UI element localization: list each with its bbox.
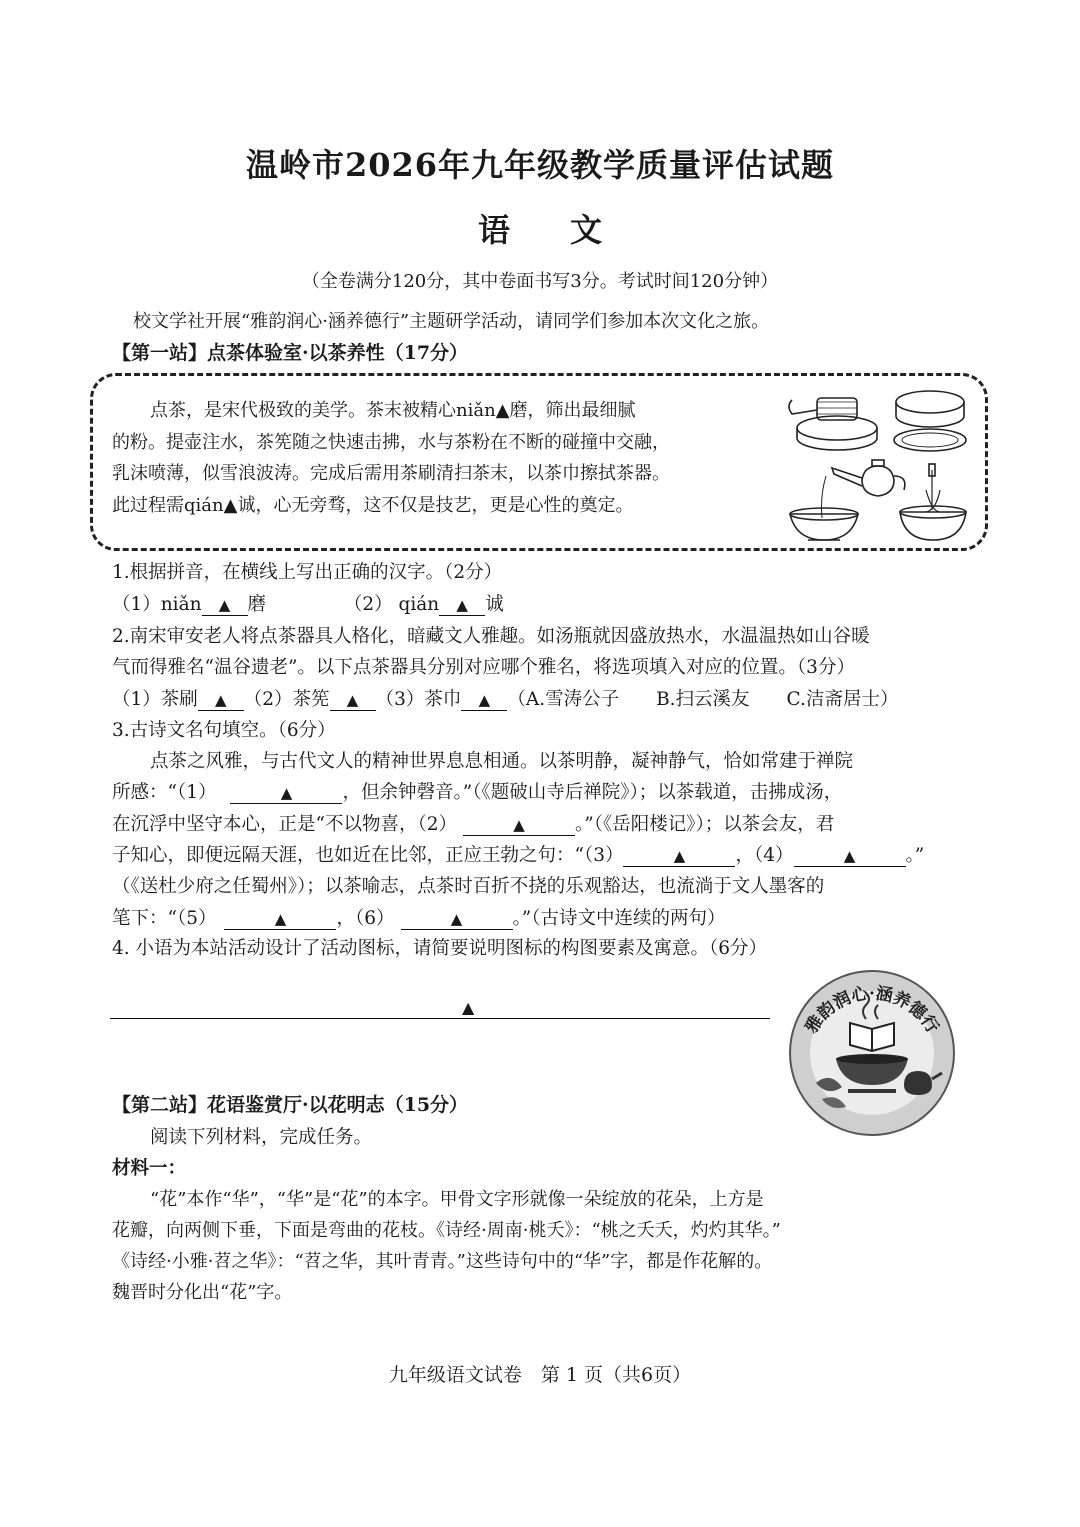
q3-text: 3.古诗文名句填空。（6分）: [112, 720, 336, 741]
station2-instruction: 阅读下列材料，完成任务。: [150, 1127, 373, 1148]
q1-blank-1[interactable]: [202, 594, 248, 616]
triangle-icon: ▲: [450, 910, 463, 928]
q2-options: [112, 685, 898, 711]
q3-l6a: 笔下：“（5）: [112, 908, 217, 929]
q3-blank-3[interactable]: [623, 845, 735, 867]
page-footer: 九年级语文试卷 第 1 页（共6页）: [388, 1364, 692, 1386]
q3-l6c: 。”（古诗文中连续的两句）: [512, 908, 726, 929]
q2-blank-3[interactable]: [461, 689, 507, 711]
q3-l4a: 子知心，即便远隔天涯，也如近在比邻，正应王勃之句：“（3）: [112, 845, 624, 866]
q3-blank-1[interactable]: [230, 782, 342, 804]
q2-opt3-label: （3）茶巾: [375, 689, 462, 710]
triangle-icon: ▲: [280, 784, 293, 802]
passage-line: 此过程需qián▲诚，心无旁骛，这不仅是技艺，更是心性的奠定。: [112, 494, 634, 516]
q3-line-3: [112, 810, 834, 836]
material1-line-3: 《诗经·小雅·苕之华》：“苕之华，其叶青青。”这些诗句中的“华”字，都是作花解的。: [112, 1251, 773, 1272]
q1-a1-label: （1）niǎn: [112, 594, 202, 615]
triangle-icon: ▲: [478, 691, 491, 709]
q2-line-1: 2.南宋审安老人将点茶器具人格化，暗藏文人雅趣。如汤瓶就因盛放热水，水温温热如山谷暖: [112, 626, 870, 647]
logo-text: 雅韵润心·涵养德行: [801, 983, 943, 1038]
q3-blank-6[interactable]: [401, 908, 513, 930]
q3-line-6: [112, 904, 725, 930]
q3-line-1: 点茶之风雅，与古代文人的精神世界息息相通。以茶明静，凝神静气，恰如常建于禅院: [150, 751, 854, 772]
q2-blank-1[interactable]: [198, 689, 244, 711]
material-label: 材料一：: [112, 1158, 187, 1179]
q3-l6b: ，（6）: [336, 908, 395, 929]
q3-l2a: 所感：“（1）: [112, 782, 217, 803]
intro-text: 校文学社开展“雅韵润心·涵养德行”主题研学活动，请同学们参加本次文化之旅。: [133, 311, 770, 332]
q3-l2b: ，但余钟磬音。”（《题破山寺后禅院》）；以茶载道，击拂成汤，: [342, 782, 843, 803]
q3-l4b: ，（4）: [735, 845, 794, 866]
q3-l4c: 。”: [905, 845, 925, 866]
q1-a2-label: （2） qián: [343, 594, 440, 615]
q3-blank-2[interactable]: [463, 814, 575, 836]
exam-info: （全卷满分120分，其中卷面书写3分。考试时间120分钟）: [301, 271, 779, 292]
triangle-icon: ▲: [843, 847, 856, 865]
q1-a1-suffix: 磨: [247, 594, 267, 615]
tea-utensils-illustration: [782, 380, 977, 548]
q1-answers: [112, 590, 504, 616]
q3-line-5: （《送杜少府之任蜀州》）；以茶喻志，点茶时百折不挠的乐观豁达，也流淌于文人墨客的: [112, 876, 825, 897]
subject-title: 语文: [477, 211, 662, 249]
passage-line: 的粉。提壶注水，茶筅随之快速击拂，水与茶粉在不断的碰撞中交融，: [112, 431, 670, 453]
q2-blank-2[interactable]: [330, 689, 376, 711]
exam-title: 温岭市2026年九年级教学质量评估试题: [245, 146, 835, 184]
q2-opt2-label: （2）茶筅: [243, 689, 330, 710]
triangle-icon: ▲: [218, 596, 231, 614]
q3-blank-5[interactable]: [224, 908, 336, 930]
triangle-icon: ▲: [462, 998, 475, 1017]
q3-line-2: [112, 778, 842, 804]
triangle-icon: ▲: [346, 691, 359, 709]
tea-passage: [112, 395, 762, 521]
q1-text: 1.根据拼音，在横线上写出正确的汉字。（2分）: [112, 562, 503, 583]
material1-line-1: “花”本作“华”，“华”是“花”的本字。甲骨文字形就像一朵绽放的花朵，上方是: [150, 1189, 764, 1210]
q3-l3a: 在沉浮中坚守本心，正是“不以物喜，（2）: [112, 814, 457, 835]
q4-text: 4. 小语为本站活动设计了活动图标，请简要说明图标的构图要素及寓意。（6分）: [112, 938, 768, 959]
passage-line: 点茶，是宋代极致的美学。茶末被精心niǎn▲磨，筛出最细腻: [150, 400, 636, 421]
q2-opt1-label: （1）茶刷: [112, 689, 198, 710]
material1-line-2: 花瓣，向两侧下垂，下面是弯曲的花枝。《诗经·周南·桃夭》：“桃之夭夭，灼灼其华。”: [112, 1220, 781, 1241]
q3-blank-4[interactable]: [794, 845, 906, 867]
q2-line-2: 气而得雅名“温谷遗老”。以下点茶器具分别对应哪个雅名，将选项填入对应的位置。（3分）: [112, 657, 855, 678]
triangle-icon: ▲: [274, 910, 287, 928]
material1-line-4: 魏晋时分化出“花”字。: [112, 1282, 293, 1303]
station1-heading: 【第一站】点茶体验室·以茶养性（17分）: [112, 342, 469, 364]
q2-choices: （A.雪涛公子 B.扫云溪友 C.洁斋居士）: [507, 689, 899, 710]
passage-line: 乳沫喷薄，似雪浪波涛。完成后需用茶刷清扫茶末，以茶巾擦拭茶器。: [112, 463, 670, 484]
q4-answer-line[interactable]: [110, 1018, 770, 1019]
triangle-icon: ▲: [513, 816, 525, 834]
q1-a2-suffix: 诚: [485, 594, 504, 615]
triangle-icon: ▲: [215, 691, 227, 709]
q3-l3b: 。”（《岳阳楼记》）；以茶会友，君: [574, 814, 835, 835]
station2-heading: 【第二站】花语鉴赏厅·以花明志（15分）: [112, 1094, 469, 1116]
activity-logo: [786, 967, 958, 1137]
q3-line-4: [112, 841, 924, 867]
triangle-icon: ▲: [456, 596, 468, 614]
q1-blank-2[interactable]: [439, 594, 485, 616]
triangle-icon: ▲: [673, 847, 686, 865]
